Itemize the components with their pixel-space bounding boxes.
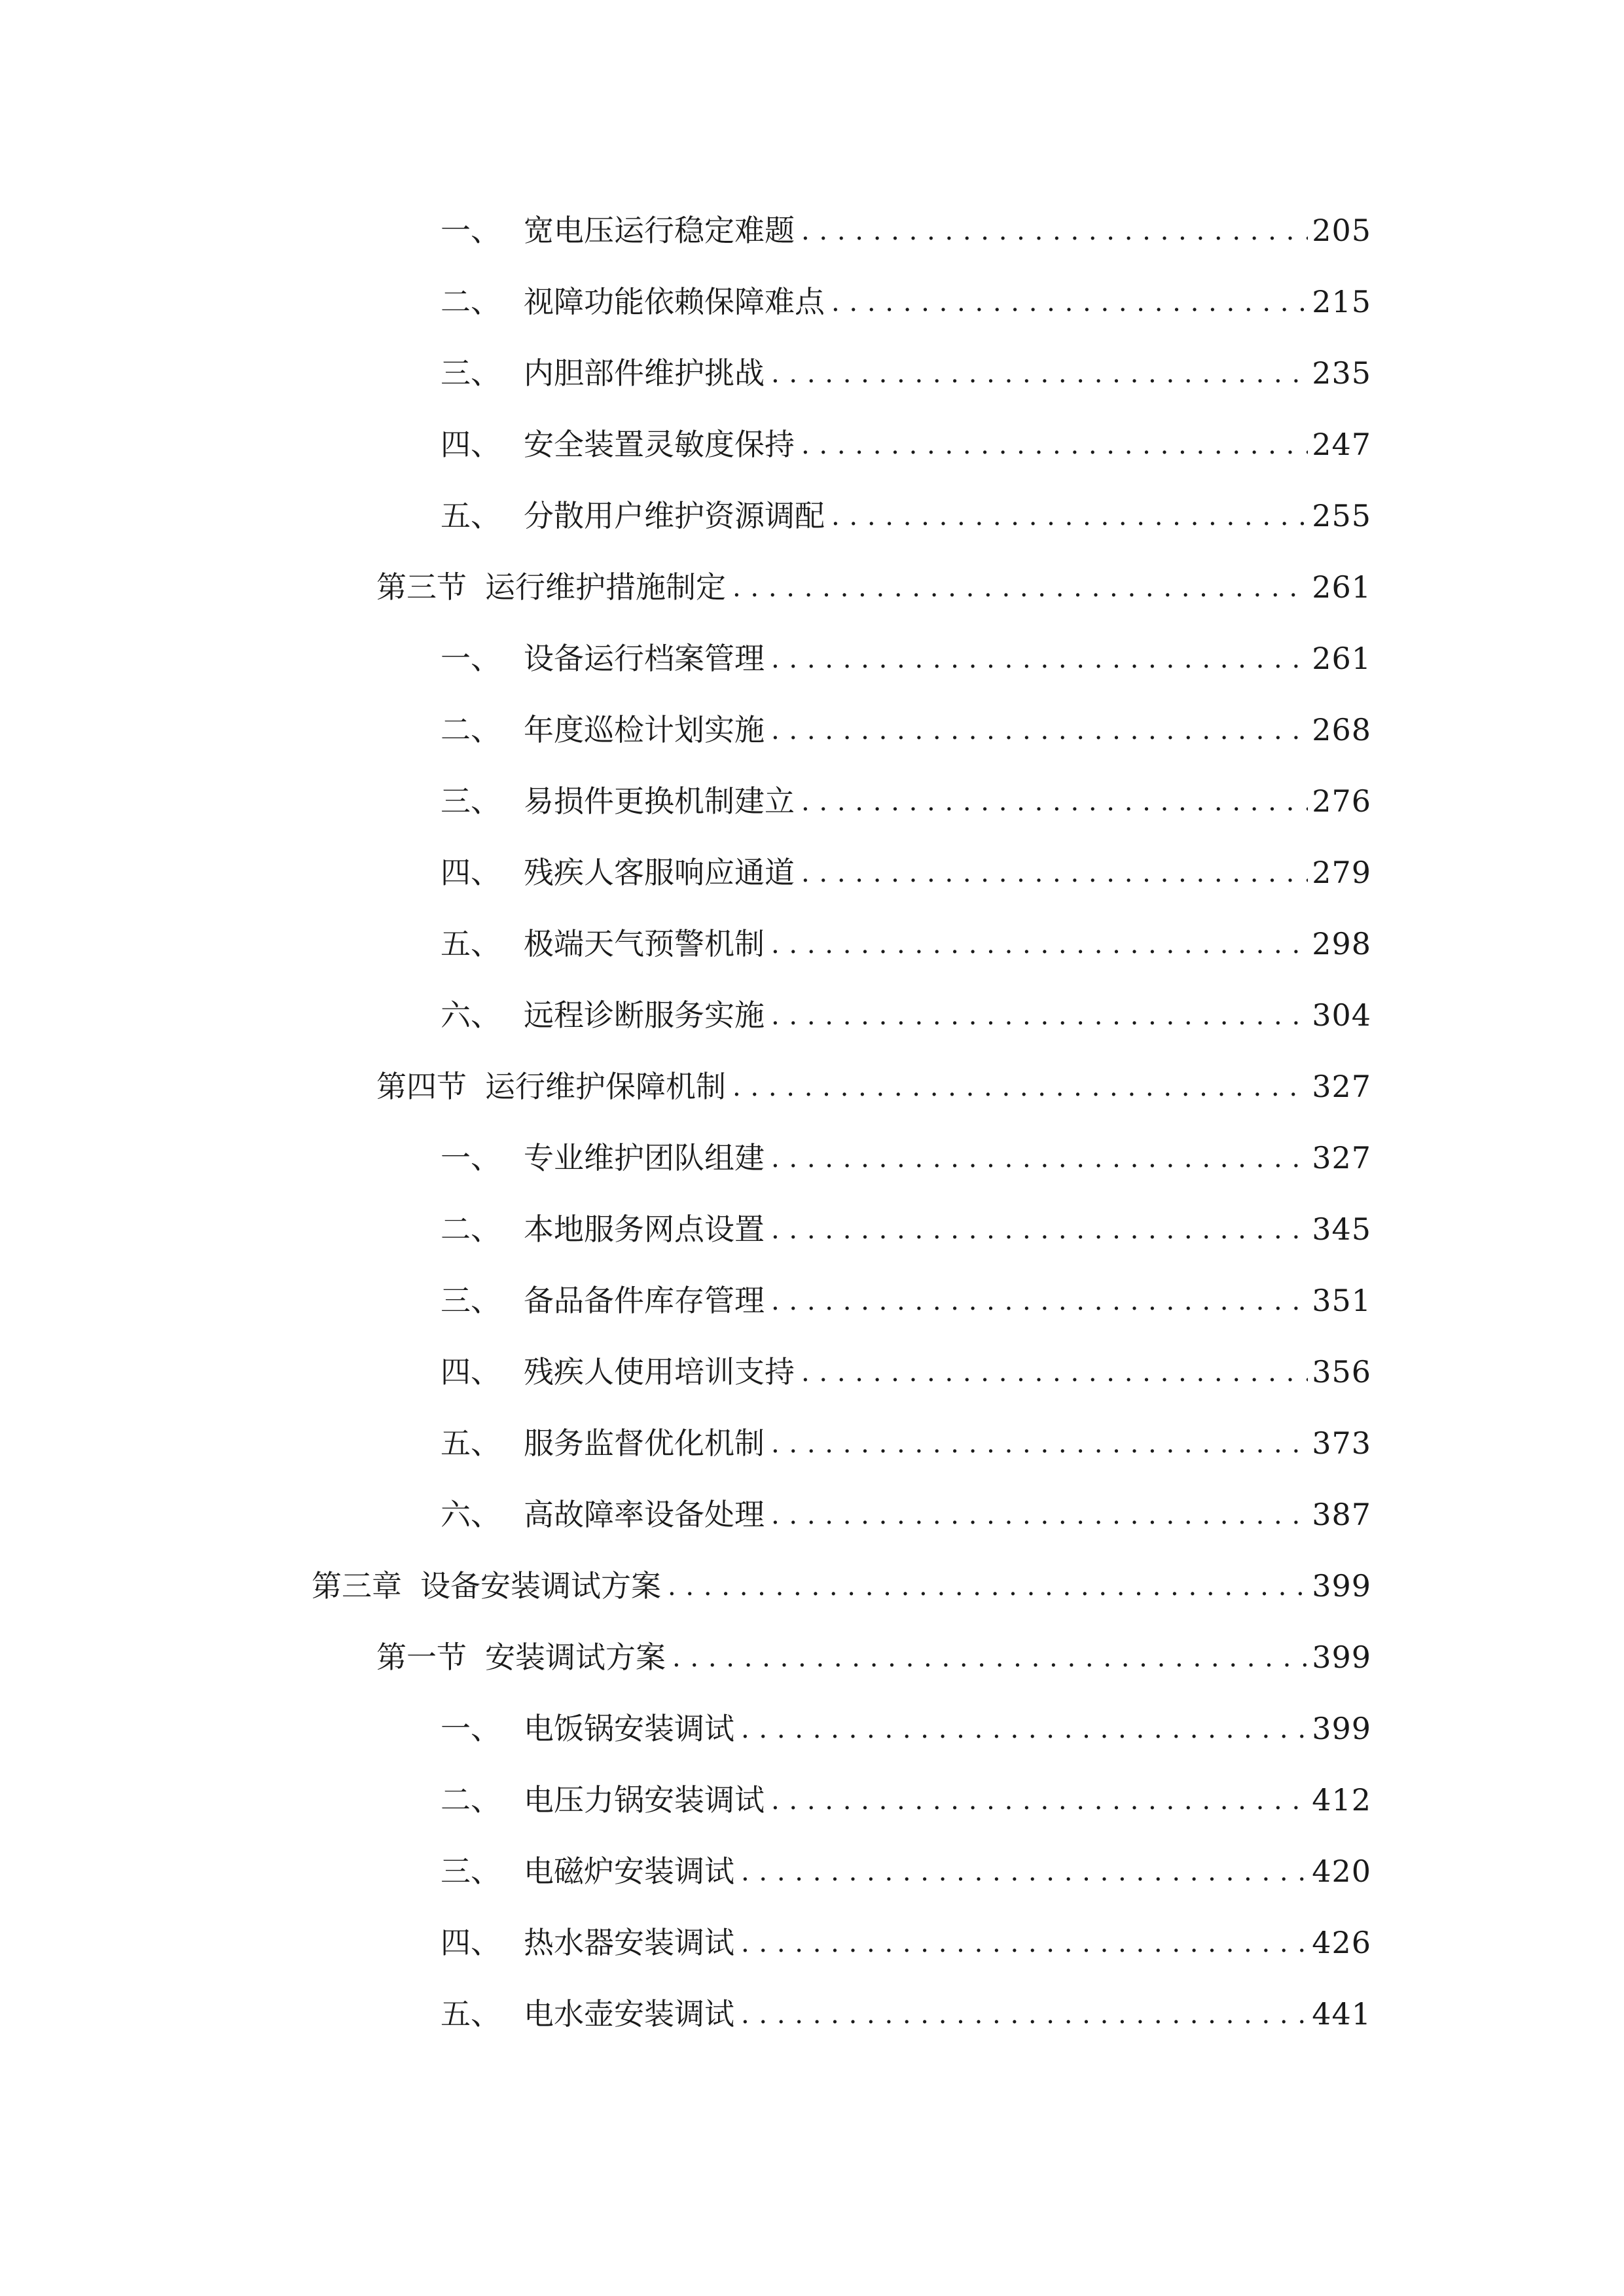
toc-entry-page-number: 420: [1312, 1854, 1371, 1889]
dot-leader: [732, 572, 1308, 602]
toc-entry-page-number: 279: [1312, 855, 1371, 890]
toc-entry-title: 安装调试方案: [485, 1640, 666, 1675]
toc-entry-page-number: 356: [1312, 1354, 1371, 1390]
toc-entry-title: 内胆部件维护挑战: [524, 355, 765, 391]
toc-entry[interactable]: [441, 621, 1371, 676]
dot-leader: [831, 501, 1308, 531]
toc-entry-title: 高故障率设备处理: [524, 1497, 765, 1532]
toc-entry-page-number: 399: [1312, 1640, 1371, 1675]
toc-entry[interactable]: [441, 407, 1371, 462]
toc-entry-number: 二、: [441, 1211, 501, 1247]
toc-entry-number: 三、: [441, 1283, 501, 1318]
toc-entry-title: 运行维护措施制定: [485, 569, 726, 605]
dot-leader: [801, 1357, 1308, 1387]
toc-entry-page-number: 412: [1312, 1782, 1371, 1818]
toc-entry-number: 二、: [441, 1782, 501, 1818]
dot-leader: [741, 1713, 1308, 1744]
toc-entry-number: 第一节: [376, 1640, 467, 1675]
toc-entry[interactable]: [441, 906, 1371, 959]
dot-leader: [771, 1428, 1308, 1458]
dot-leader: [771, 1000, 1308, 1030]
toc-entry-page-number: 261: [1312, 569, 1371, 605]
toc-entry-number: 第四节: [376, 1069, 467, 1104]
dot-leader: [801, 786, 1308, 816]
toc-entry-page-number: 327: [1312, 1140, 1371, 1175]
toc-entry-page-number: 387: [1312, 1497, 1371, 1532]
toc-entry[interactable]: [441, 1263, 1371, 1316]
toc-entry-page-number: 235: [1312, 355, 1371, 391]
toc-entry[interactable]: [441, 193, 1371, 248]
toc-entry[interactable]: [441, 1763, 1371, 1818]
dot-leader: [801, 429, 1308, 459]
toc-entry-title: 分散用户维护资源调配: [524, 498, 825, 533]
toc-entry-title: 电饭锅安装调试: [524, 1711, 734, 1746]
toc-entry-number: 四、: [441, 1354, 501, 1390]
dot-leader: [771, 1499, 1308, 1530]
toc-entry-page-number: 327: [1312, 1069, 1371, 1104]
toc-entry-page-number: 215: [1312, 284, 1371, 319]
toc-entry-chapter[interactable]: [312, 1549, 1371, 1604]
dot-leader: [771, 643, 1308, 673]
toc-entry-section[interactable]: [376, 550, 1371, 605]
toc-entry[interactable]: [441, 978, 1371, 1033]
toc-entry-title: 电磁炉安装调试: [524, 1854, 734, 1889]
toc-entry[interactable]: [441, 1477, 1371, 1530]
toc-entry[interactable]: [441, 1905, 1371, 1958]
toc-entry-title: 运行维护保障机制: [485, 1069, 726, 1104]
toc-entry-title: 热水器安装调试: [524, 1925, 734, 1960]
toc-entry-number: 四、: [441, 427, 501, 462]
toc-entry-page-number: 373: [1312, 1426, 1371, 1461]
dot-leader: [771, 1143, 1308, 1173]
dot-leader: [672, 1642, 1308, 1672]
toc-entry-number: 一、: [441, 213, 501, 248]
toc-entry-title: 备品备件库存管理: [524, 1283, 765, 1318]
toc-entry[interactable]: [441, 764, 1371, 819]
toc-entry-title: 视障功能依赖保障难点: [524, 284, 825, 319]
dot-leader: [771, 1785, 1308, 1815]
toc-entry-page-number: 298: [1312, 926, 1371, 961]
toc-entry[interactable]: [441, 692, 1371, 745]
toc-entry-title: 电水壶安装调试: [524, 1996, 734, 2032]
toc-entry-number: 第三章: [312, 1568, 402, 1604]
toc-entry[interactable]: [441, 478, 1371, 531]
toc-entry-page-number: 304: [1312, 997, 1371, 1033]
toc-entry-title: 极端天气预警机制: [524, 926, 765, 961]
toc-entry-title: 设备运行档案管理: [524, 641, 765, 676]
toc-entry[interactable]: [441, 1691, 1371, 1744]
toc-entry[interactable]: [441, 264, 1371, 317]
toc-entry[interactable]: [441, 1406, 1371, 1461]
toc-entry-number: 五、: [441, 926, 501, 961]
toc-entry-page-number: 399: [1312, 1568, 1371, 1604]
dot-leader: [771, 715, 1308, 745]
toc-entry-number: 一、: [441, 1711, 501, 1746]
toc-entry-page-number: 205: [1312, 213, 1371, 248]
dot-leader: [801, 857, 1308, 888]
toc-entry-number: 二、: [441, 284, 501, 319]
toc-entry-page-number: 351: [1312, 1283, 1371, 1318]
toc-entry-title: 残疾人使用培训支持: [524, 1354, 795, 1390]
dot-leader: [732, 1071, 1308, 1102]
toc-entry-number: 六、: [441, 997, 501, 1033]
toc-entry-title: 安全装置灵敏度保持: [524, 427, 795, 462]
dot-leader: [741, 1856, 1308, 1886]
toc-entry[interactable]: [441, 1121, 1371, 1173]
toc-entry-title: 宽电压运行稳定难题: [524, 213, 795, 248]
dot-leader: [801, 215, 1308, 245]
toc-entry-number: 三、: [441, 1854, 501, 1889]
toc-entry-title: 设备安装调试方案: [420, 1568, 661, 1604]
toc-entry-page-number: 345: [1312, 1211, 1371, 1247]
toc-entry[interactable]: [441, 1192, 1371, 1247]
toc-entry-number: 一、: [441, 641, 501, 676]
toc-entry-number: 五、: [441, 1996, 501, 2032]
dot-leader: [741, 1999, 1308, 2029]
toc-entry-number: 三、: [441, 355, 501, 391]
toc-entry-title: 电压力锅安装调试: [524, 1782, 765, 1818]
dot-leader: [771, 1214, 1308, 1244]
toc-entry-page-number: 441: [1312, 1996, 1371, 2032]
toc-entry-page-number: 261: [1312, 641, 1371, 676]
toc-entry-number: 二、: [441, 712, 501, 747]
toc-entry-section[interactable]: [376, 1620, 1371, 1675]
toc-entry-page-number: 276: [1312, 783, 1371, 819]
toc-entry-title: 年度巡检计划实施: [524, 712, 765, 747]
toc-entry-number: 五、: [441, 1426, 501, 1461]
toc-entry-number: 四、: [441, 1925, 501, 1960]
toc-entry[interactable]: [441, 1834, 1371, 1889]
toc-entry-title: 服务监督优化机制: [524, 1426, 765, 1461]
toc-entry[interactable]: [441, 1977, 1371, 2032]
dot-leader: [668, 1571, 1308, 1601]
toc-entry[interactable]: [441, 835, 1371, 888]
dot-leader: [771, 1285, 1308, 1316]
toc-entry-number: 六、: [441, 1497, 501, 1532]
toc-entry[interactable]: [441, 1335, 1371, 1390]
toc-entry-page-number: 426: [1312, 1925, 1371, 1960]
dot-leader: [741, 1928, 1308, 1958]
toc-entry-section[interactable]: [376, 1049, 1371, 1102]
toc-entry-page-number: 255: [1312, 498, 1371, 533]
toc-entry-page-number: 268: [1312, 712, 1371, 747]
toc-entry-number: 三、: [441, 783, 501, 819]
toc-entry-page-number: 247: [1312, 427, 1371, 462]
toc-entry-title: 易损件更换机制建立: [524, 783, 795, 819]
toc-entry-title: 残疾人客服响应通道: [524, 855, 795, 890]
toc-entry-number: 一、: [441, 1140, 501, 1175]
toc-entry-page-number: 399: [1312, 1711, 1371, 1746]
toc-entry-title: 远程诊断服务实施: [524, 997, 765, 1033]
toc-entry[interactable]: [441, 336, 1371, 391]
dot-leader: [831, 287, 1308, 317]
toc-entry-title: 专业维护团队组建: [524, 1140, 765, 1175]
toc-entry-number: 四、: [441, 855, 501, 890]
toc-entry-number: 第三节: [376, 569, 467, 605]
dot-leader: [771, 358, 1308, 388]
toc-entry-title: 本地服务网点设置: [524, 1211, 765, 1247]
dot-leader: [771, 929, 1308, 959]
toc-entry-number: 五、: [441, 498, 501, 533]
